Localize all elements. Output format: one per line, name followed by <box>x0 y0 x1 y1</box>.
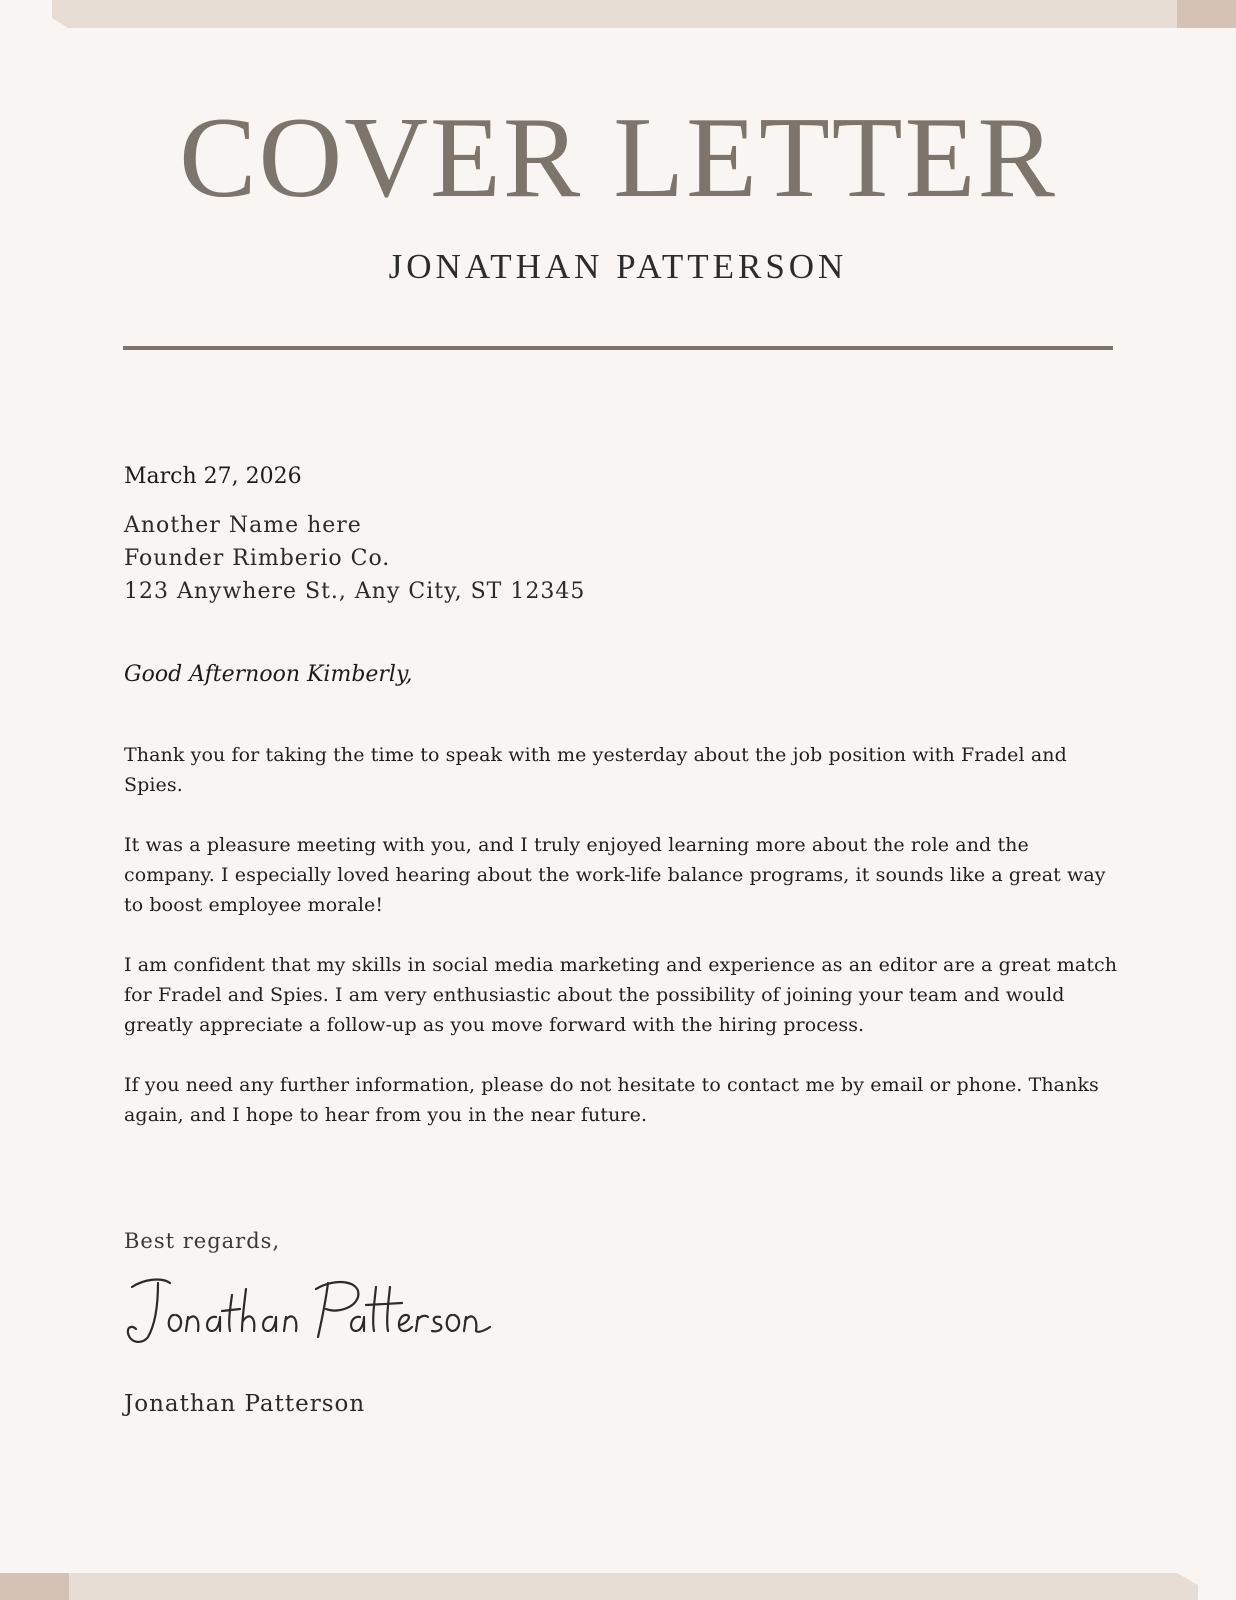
recipient-block <box>124 509 585 608</box>
sender-name-heading: JONATHAN PATTERSON <box>388 247 848 286</box>
letter-body <box>124 740 1124 1160</box>
bottom-left-accent-block <box>0 1573 69 1600</box>
letter-closing: Best regards, <box>124 1229 281 1253</box>
body-paragraph: It was a pleasure meeting with you, and I truly enjoyed learning more about the role and the company. I especially loved hearing about the work-life balance programs, it sounds like a great way to boost employee morale! <box>124 834 1106 916</box>
body-paragraph: Thank you for taking the time to speak with me yesterday about the job position with Fradel and Spies. <box>124 744 1067 796</box>
top-right-accent-block <box>1177 0 1236 28</box>
letter-greeting: Good Afternoon Kimberly, <box>124 662 413 687</box>
header-divider <box>123 346 1113 350</box>
top-decorative-band <box>52 0 1178 28</box>
recipient-title: Founder Rimberio Co. <box>124 546 391 571</box>
letter-date: March 27, 2026 <box>124 464 302 489</box>
body-paragraph: If you need any further information, please do not hesitate to contact me by email or phone. Thanks again, and I hope to hear from you in the near future. <box>124 1074 1099 1126</box>
bottom-decorative-band <box>69 1573 1198 1600</box>
handwritten-signature <box>122 1275 502 1359</box>
document-title: COVER LETTER <box>179 94 1057 222</box>
sender-signature-name: Jonathan Patterson <box>124 1391 366 1417</box>
recipient-name: Another Name here <box>124 513 362 538</box>
recipient-address: 123 Anywhere St., Any City, ST 12345 <box>124 579 586 604</box>
body-paragraph: I am confident that my skills in social media marketing and experience as an editor are a great match for Fradel and Spies. I am very enthusiastic about the possibility of joining your team and would greatly appreciate a follow-up as you move forward with the hiring process. <box>124 954 1118 1036</box>
